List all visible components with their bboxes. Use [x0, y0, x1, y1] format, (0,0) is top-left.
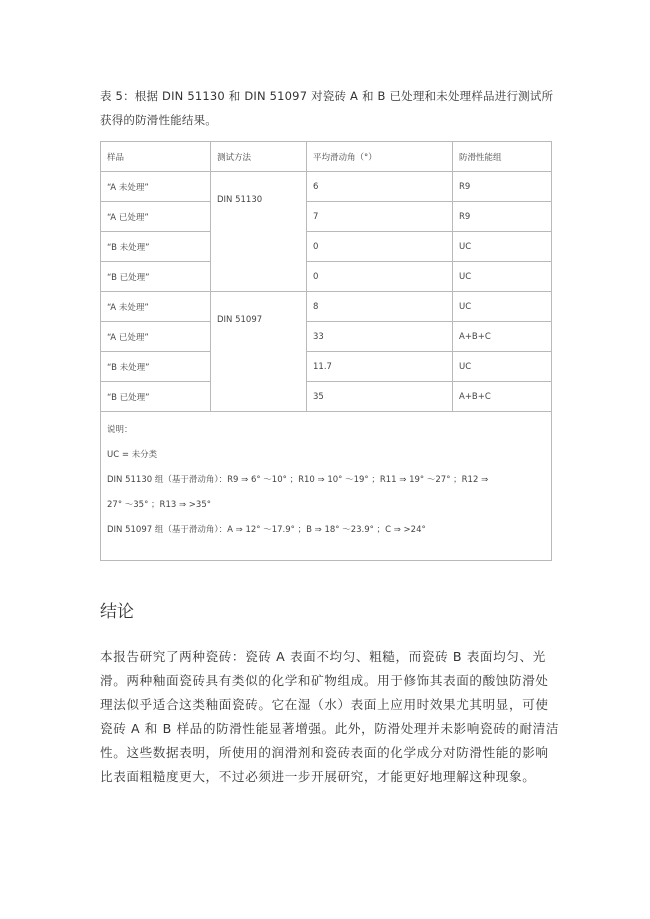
sample-cell: “A 未处理”	[101, 172, 211, 202]
group-cell: UC	[453, 262, 552, 292]
group-cell: A+B+C	[453, 382, 552, 412]
sample-cell: “A 已处理”	[101, 202, 211, 232]
group-cell: UC	[453, 232, 552, 262]
notes-title: 说明：	[107, 425, 133, 435]
table-row	[101, 262, 552, 292]
sample-cell: “B 已处理”	[101, 262, 211, 292]
conclusion-heading: 结论	[100, 602, 134, 622]
notes-row	[101, 412, 552, 561]
conclusion-paragraph: 本报告研究了两种瓷砖：瓷砖 A 表面不均匀、粗糙，而瓷砖 B 表面均匀、光滑。两种釉面瓷砖具有类似的化学和矿物组成。用于修饰其表面的酸蚀防滑处理法似乎适合这类釉面瓷砖。它在湿（水）表面上应用时效果尤其明显，可使瓷砖 A 和 B 样品的防滑性能显著增强。此外，防滑处理并未影响瓷砖的耐清洁性。这些数据表明，所使用的润滑剂和瓷砖表面的化学成分对防滑性能的影响比表面粗糙度更大，不过必须进一步开展研究，才能更好地理解这种现象。	[100, 649, 560, 784]
sample-cell: “B 未处理”	[101, 352, 211, 382]
table-caption: 表 5：根据 DIN 51130 和 DIN 51097 对瓷砖 A 和 B 已处理和未处理样品进行测试所获得的防滑性能结果。	[100, 89, 554, 127]
angle-cell: 0	[307, 262, 453, 292]
notes-cell	[101, 412, 552, 561]
group-cell: R9	[453, 172, 552, 202]
sample-cell: “B 未处理”	[101, 232, 211, 262]
table-row	[101, 202, 552, 232]
sample-cell: “A 未处理”	[101, 292, 211, 322]
sample-cell: “B 已处理”	[101, 382, 211, 412]
angle-cell: 8	[307, 292, 453, 322]
angle-cell: 35	[307, 382, 453, 412]
table-row	[101, 292, 552, 322]
note-din51097: DIN 51097 组（基于滑动角）：A ⇒ 12° ～17.9° ；B ⇒ 18° ～23.9° ；C ⇒ >24°	[107, 525, 426, 535]
angle-cell: 33	[307, 322, 453, 352]
group-cell: R9	[453, 202, 552, 232]
group-cell: A+B+C	[453, 322, 552, 352]
table-row	[101, 382, 552, 412]
angle-cell: 6	[307, 172, 453, 202]
table-row	[101, 172, 552, 202]
angle-cell: 0	[307, 232, 453, 262]
angle-cell: 7	[307, 202, 453, 232]
group-cell: UC	[453, 292, 552, 322]
header-group: 防滑性能组	[453, 142, 552, 172]
header-angle: 平均滑动角（°）	[307, 142, 453, 172]
results-table	[100, 141, 552, 561]
note-din51130: DIN 51130 组（基于滑动角）：R9 ⇒ 6° ～10° ；R10 ⇒ 10° ～19° ；R11 ⇒ 19° ～27° ；R12 ⇒	[107, 475, 489, 485]
note-din51130-cont: 27° ～35° ；R13 ⇒ >35°	[107, 500, 211, 510]
table-row	[101, 322, 552, 352]
angle-cell: 11.7	[307, 352, 453, 382]
group-cell: UC	[453, 352, 552, 382]
note-uc: UC = 未分类	[107, 450, 158, 460]
table-header-row	[101, 142, 552, 172]
method-cell: DIN 51130	[211, 172, 307, 292]
method-cell: DIN 51097	[211, 292, 307, 412]
table-row	[101, 232, 552, 262]
header-method: 测试方法	[211, 142, 307, 172]
table-row	[101, 352, 552, 382]
header-sample: 样品	[101, 142, 211, 172]
sample-cell: “A 已处理”	[101, 322, 211, 352]
